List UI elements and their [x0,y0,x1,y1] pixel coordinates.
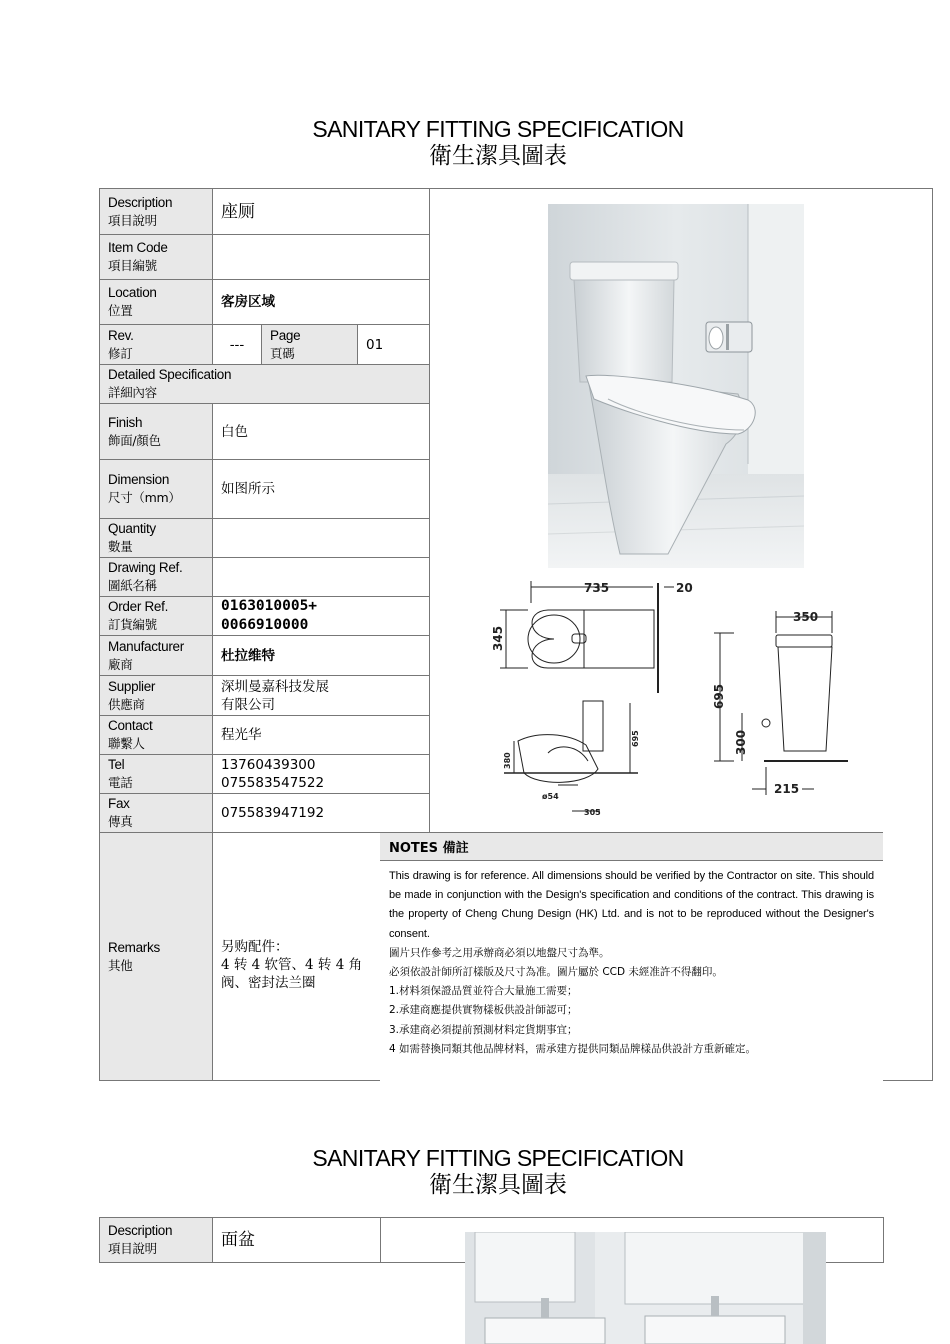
dim-735: 735 [584,581,610,595]
order-ref-label: Order Ref. 訂貨編號 [100,597,213,636]
notes-zh-2: 必須依設計師所訂樣版及尺寸為准。圖片屬於 CCD 未經准許不得翻印。 [389,966,723,979]
sheet2-title [0,1145,950,1199]
supplier-value: 深圳曼嘉科技发展 有限公司 [213,676,430,716]
dim-20: 20 [676,581,693,595]
fax-value: 075583947192 [213,794,430,833]
description-value: 面盆 [213,1218,381,1263]
title-en: SANITARY FITTING SPECIFICATION [312,116,684,142]
manufacturer-value: 杜拉维特 [213,636,430,676]
notes-item-1: 1.材料須保證品質並符合大量施工需要； [389,985,578,998]
notes-item-2: 2.承建商應提供實物樣板供設計師認可； [389,1004,578,1017]
location-label: Location 位置 [100,280,213,325]
page-value: 01 [358,325,430,365]
drawing-ref-value [213,558,430,597]
remarks-value: 另购配件： 4 转 4 软管、4 转 4 角 阀、密封法兰圈 [213,833,430,1081]
notes-panel [380,832,883,1084]
title-zh: 衛生潔具圖表 [429,1172,567,1198]
dim-380: 380 [503,752,512,769]
toilet-technical-drawing [488,573,848,841]
title-en: SANITARY FITTING SPECIFICATION [312,1145,684,1171]
drawing-ref-label: Drawing Ref. 圖紙名稱 [100,558,213,597]
dimension-label: Dimension 尺寸（mm） [100,460,213,519]
description-label: Description 項目說明 [100,189,213,235]
notes-zh-1: 圖片只作參考之用承辦商必須以地盤尺寸為準。 [389,946,610,959]
fax-label: Fax 傳真 [100,794,213,833]
detailed-spec-heading: Detailed Specification 詳細內容 [100,365,430,404]
finish-label: Finish 飾面/顏色 [100,404,213,460]
notes-heading: NOTES 備註 [380,833,883,861]
dim-215: 215 [774,782,800,796]
location-value: 客房区域 [213,280,430,325]
dim-345: 345 [491,625,505,651]
title-zh: 衛生潔具圖表 [429,143,567,169]
order-ref-value: 0163010005+ 0066910000 [213,597,430,636]
dim-350: 350 [793,610,819,624]
notes-body [380,861,883,1065]
sheet1-title [0,116,950,170]
basin-photo [465,1232,826,1344]
quantity-label: Quantity 數量 [100,519,213,558]
quantity-value [213,519,430,558]
notes-disclaimer: This drawing is for reference. All dimensions should be verified by the Contractor on site. This should be made in conjunction with the Design's specification and conditions of the contract. This drawing is the property of Cheng Chung Design (HK) Ltd. and is not to be reproduced without the Designer's consent. [389,870,874,940]
dim-305: 305 [584,808,601,817]
item-code-label: Item Code 項目編號 [100,235,213,280]
page-label: Page 頁碼 [262,325,358,365]
tel-label: Tel 電話 [100,755,213,794]
dim-695-small: 695 [631,730,640,747]
finish-value: 白色 [213,404,430,460]
description-value: 座厕 [213,189,430,235]
dim-54: ø54 [542,792,559,801]
rev-label: Rev. 修訂 [100,325,213,365]
item-code-value [213,235,430,280]
dimension-value: 如图所示 [213,460,430,519]
tel-value: 13760439300 075583547522 [213,755,430,794]
contact-label: Contact 聯繫人 [100,716,213,755]
rev-value: --- [213,325,262,365]
dim-300: 300 [734,729,748,755]
manufacturer-label: Manufacturer 廠商 [100,636,213,676]
toilet-photo [548,204,804,568]
notes-item-4: 4 如需替換同類其他品牌材料，需承建方提供同類品牌樣品供設計方重新確定。 [389,1042,757,1055]
supplier-label: Supplier 供應商 [100,676,213,716]
notes-item-3: 3.承建商必須提前預測材料定貨期事宜； [389,1023,578,1036]
description-label: Description 項目說明 [100,1218,213,1263]
dim-695: 695 [712,683,726,709]
contact-value: 程光华 [213,716,430,755]
remarks-label: Remarks 其他 [100,833,213,1081]
